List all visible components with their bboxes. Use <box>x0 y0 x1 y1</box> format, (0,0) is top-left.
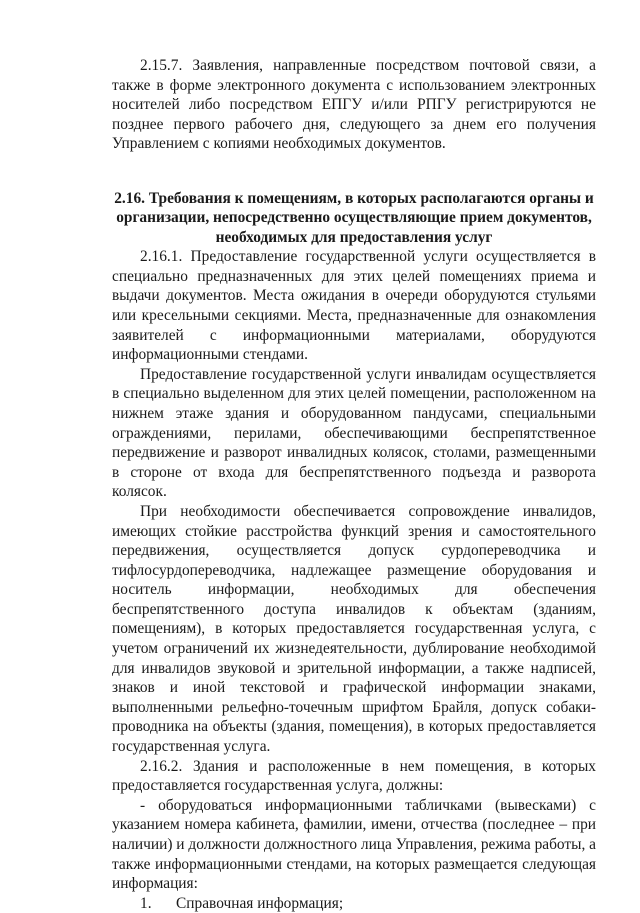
paragraph-2-16-1: 2.16.1. Предоставление государственной услуги осуществляется в специально предназначенных для этих целей помещениях приема и выдачи документов. Места ожидания в очереди оборудуются стульями или кресельными секциями. Места, предназначенные для ознакомления заявителей с информационными материалами, оборудуются информационными стендами. <box>112 248 596 364</box>
paragraph-2-16-2: 2.16.2. Здания и расположенные в нем помещения, в которых предоставляется государственная услуга, должны: <box>112 757 596 795</box>
section-heading-2-16: 2.16. Требования к помещениям, в которых располагаются органы и организации, непосредственно осуществляющие прием документов, необходимых для предоставления услуг <box>114 189 594 246</box>
paragraph-invalid-access: Предоставление государственной услуги инвалидам осуществляется в специально выделенном для этих целей помещении, расположенном на нижнем этаже здания и оборудованном пандусами, специальными ограждениями, перилами, обеспечивающими беспрепятственное передвижение и разворот инвалидных колясок, столами, размещенными в стороне от входа для беспрепятственного подъезда и разворота колясок. <box>112 365 596 501</box>
list-item-text: Справочная информация; <box>176 894 344 912</box>
document-page <box>112 56 596 913</box>
list-item: 1. Справочная информация; <box>140 894 344 912</box>
paragraph-bullet-signs: - оборудоваться информационными табличками (вывесками) с указанием номера кабинета, фамилии, имени, отчества (последнее – при наличии) и должности должностного лица Управления, режима работы, а также информационными стендами, на которых размещается следующая информация: <box>112 796 597 893</box>
paragraph-2-15-7: 2.15.7. Заявления, направленные посредством почтовой связи, а также в форме электронного документа с использованием электронных носителей либо посредством ЕПГУ и/или РПГУ регистрируются не позднее первого рабочего дня, следующего за днем его получения Управлением с копиями необходимых документов. <box>112 57 596 153</box>
paragraph-invalid-support: При необходимости обеспечивается сопровождение инвалидов, имеющих стойкие расстройства функций зрения и самостоятельного передвижения, осуществляется допуск сурдопереводчика и тифлосурдопереводчика, надлежащее размещение оборудования и носитель информации, необходимых для обеспечения беспрепятственного доступа инвалидов к объектам (зданиям, помещениям), в которых предоставляется государственная услуга, с учетом ограничений их жизнедеятельности, дублирование необходимой для инвалидов звуковой и зрительной информации, а также надписей, знаков и иной текстовой и графической информации знаками, выполненными рельефно-точечным шрифтом Брайля, допуск собаки-проводника на объекты (здания, помещения), в которых предоставляется государственная услуга. <box>112 502 596 756</box>
spacer <box>112 173 596 189</box>
spacer <box>112 154 596 173</box>
